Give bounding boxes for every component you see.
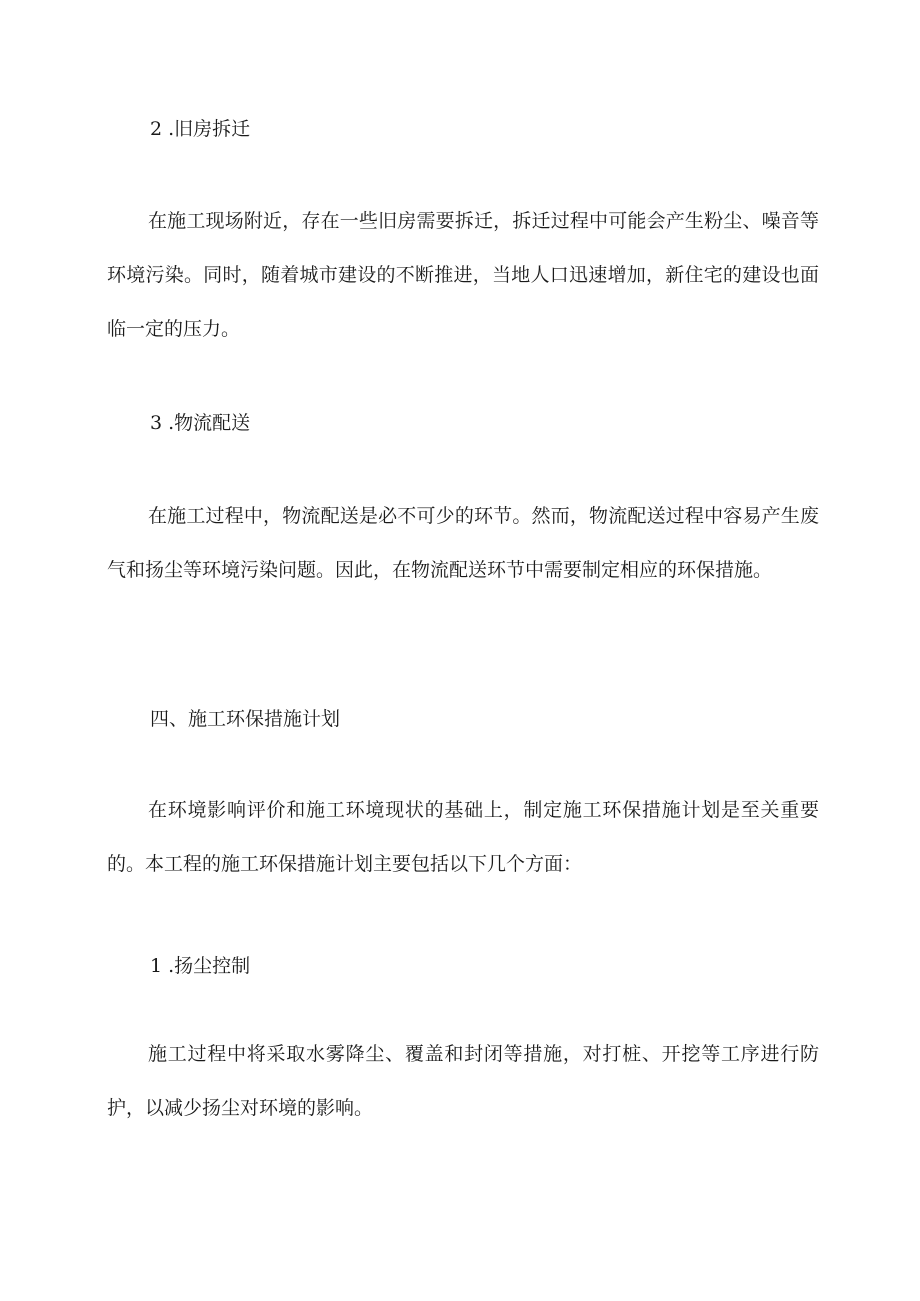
- paragraph-dust-control: 施工过程中将采取水雾降尘、覆盖和封闭等措施，对打桩、开挖等工序进行防护，以减少扬尘对环境的影响。: [107, 1043, 819, 1119]
- paragraph-demolition: 在施工现场附近，存在一些旧房需要拆迁，拆迁过程中可能会产生粉尘、噪音等环境污染。同时，随着城市建设的不断推进，当地人口迅速增加，新住宅的建设也面临一定的压力。: [107, 210, 819, 340]
- paragraph-logistics: 在施工过程中，物流配送是必不可少的环节。然而，物流配送过程中容易产生废气和扬尘等环境污染问题。因此，在物流配送环节中需要制定相应的环保措施。: [107, 505, 819, 581]
- section-heading-demolition: 2 .旧房拆迁: [150, 118, 251, 140]
- paragraph-environmental-plan: 在环境影响评价和施工环境现状的基础上，制定施工环保措施计划是至关重要的。本工程的施工环保措施计划主要包括以下几个方面：: [107, 799, 819, 875]
- section-heading-dust-control: 1 .扬尘控制: [150, 955, 251, 977]
- section-heading-logistics: 3 .物流配送: [150, 412, 251, 434]
- section-heading-environmental-plan: 四、施工环保措施计划: [150, 708, 341, 730]
